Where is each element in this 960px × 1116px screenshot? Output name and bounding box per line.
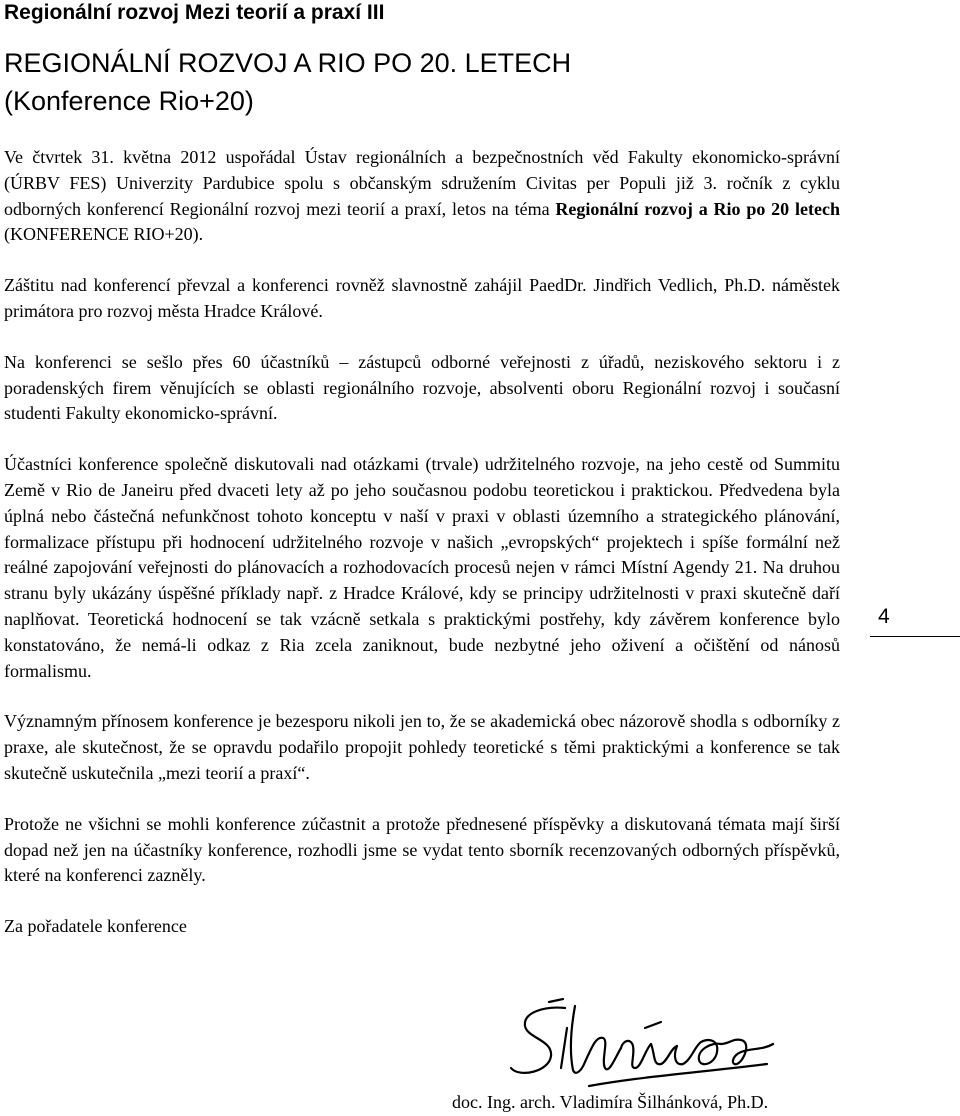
body-text: [4, 145, 840, 965]
title-line-1: REGIONÁLNÍ ROZVOJ A RIO PO 20. LETECH: [4, 48, 572, 78]
page-number-value: 4: [878, 605, 890, 628]
paragraph-3: Na konferenci se sešlo přes 60 účastníků – zástupců odborné veřejnosti z úřadů, neziskového sektoru i z poradenských firem věnujících se oblasti regionálního rozvoje, absolventi oboru Regionální rozvoj i současní studenti Fakulty ekonomicko-správní.: [4, 351, 840, 424]
paragraph-4: Účastníci konference společně diskutovali nad otázkami (trvale) udržitelného rozvoje, na jeho cestě od Summitu Země v Rio de Janeiru před dvaceti lety až po jeho současnou podobu teoretickou i praktickou. Předvedena byla úplná nebo částečná nefunkčnost tohoto konceptu v naší v praxi v oblasti územního a strategického plánování, formalizace přístupu při hodnocení udržitelného rozvoje v našich „evropských“ projektech i spíše formální než reálné zapojování veřejnosti do plánovacích a rozhodovacích procesů nejen v rámci Místní Agendy 21. Na druhou stranu byly ukázány úspěšné příklady např. z Hradce Králové, kdy se principy udržitelnosti v praxi skutečně daří naplňovat. Teoretická hodnocení se tak vzácně setkala s praktickými postřehy, kdy závěrem konference bylo konstatováno, že nemá-li odkaz z Ria zcela zaniknout, bude nezbytné jeho oživení a očištění od nánosů formalismu.: [4, 454, 840, 681]
paragraph-6: Protože ne všichni se mohli konference zúčastnit a protože přednesené příspěvky a diskutovaná témata mají širší dopad než jen na účastníky konference, rozhodli jsme se vydat tento sborník recenzovaných odborných příspěvků, které na konferenci zazněly.: [4, 813, 840, 886]
page-number-rule: [870, 636, 960, 637]
signature-image: [505, 998, 785, 1088]
signer-name: doc. Ing. arch. Vladimíra Šilhánková, Ph.D.: [452, 1092, 769, 1112]
title-line-2: (Konference Rio+20): [4, 86, 254, 116]
document-title: [4, 44, 840, 120]
closing-line: Za pořadatele konference: [4, 916, 187, 937]
paragraph-5: Významným přínosem konference je bezesporu nikoli jen to, že se akademická obec názorově shodla s odborníky z praxe, ale skutečnost, že se opravdu podařilo propojit pohledy teoretické s těmi praktickými a konference se tak skutečně uskutečnila „mezi teorií a praxí“.: [4, 711, 840, 783]
conference-topic: Regionální rozvoj a Rio po 20 letech: [555, 198, 840, 219]
paragraph-1: [4, 145, 840, 248]
paragraph-1-end: (KONFERENCE RIO+20).: [4, 224, 204, 245]
running-header: Regionální rozvoj Mezi teorií a praxí III: [4, 1, 385, 24]
page-number: [870, 604, 960, 637]
paragraph-1-text: Ve čtvrtek 31. května 2012 uspořádal Ústav regionálních a bezpečnostních věd Fakulty ekonomicko-správní (ÚRBV FES) Univerzity Pardubice spolu s občanským sdružením Civitas per Populi již 3. ročník z cyklu odborných konferencí Regionální rozvoj mezi teorií a praxí, letos na téma: [4, 147, 840, 219]
paragraph-2: Záštitu nad konferencí převzal a konferenci rovněž slavnostně zahájil PaedDr. Jindřich Vedlich, Ph.D. náměstek primátora pro rozvoj města Hradce Králové.: [4, 275, 840, 321]
